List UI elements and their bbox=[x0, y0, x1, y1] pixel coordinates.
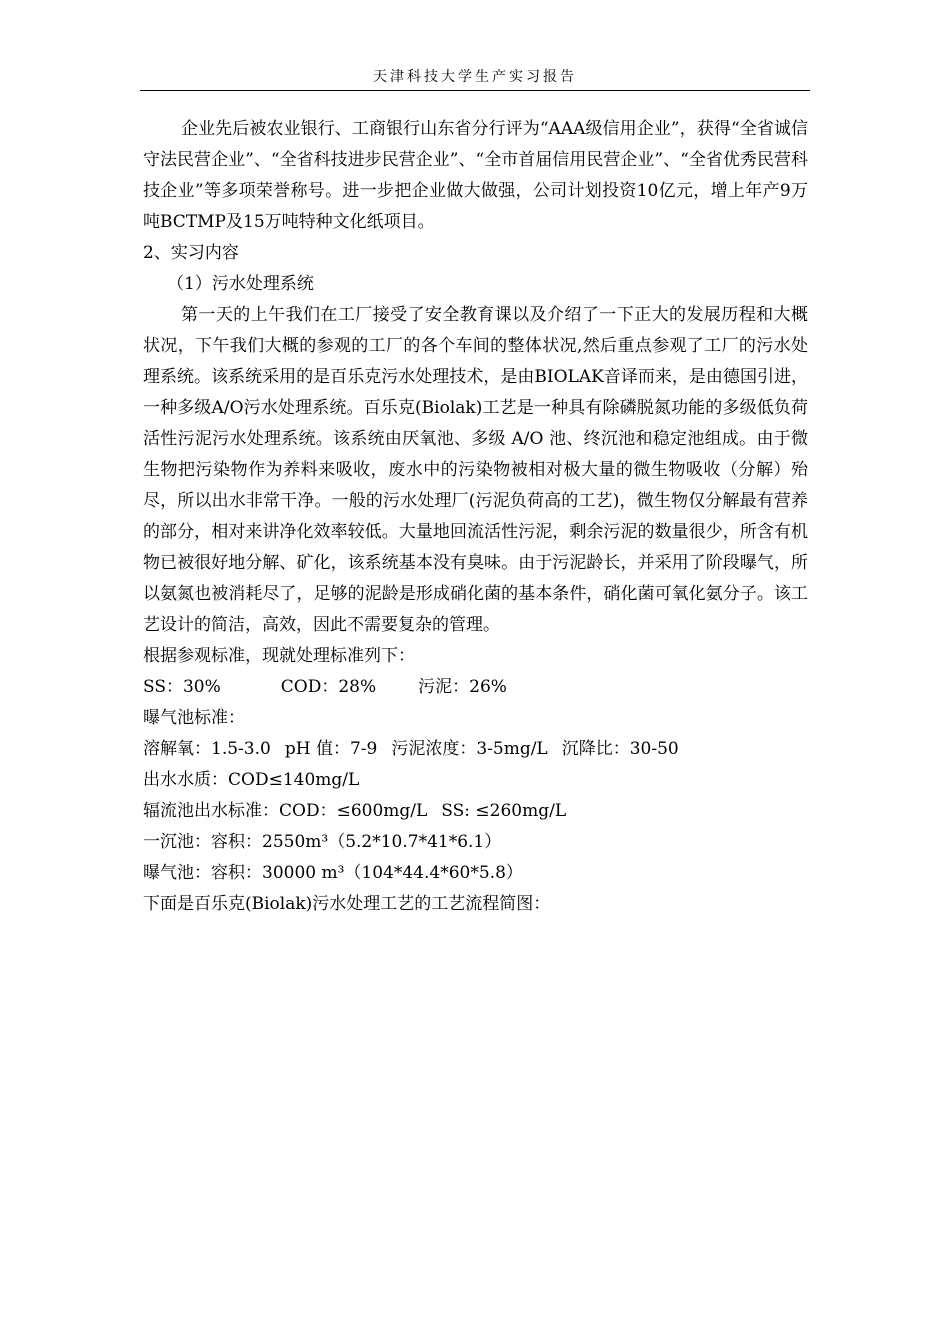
main-paragraph: 第一天的上午我们在工厂接受了安全教育课以及介绍了一下正大的发展历程和大概状况，下午我们大概的参观的工厂的各个车间的整体状况,然后重点参观了工厂的污水处理系统。该系统采用的是百乐克污水处理技术，是由BIOLAK音译而来，是由德国引进，一种多级A/O污水处理系统。百乐克(Biolak)工艺是一种具有除磷脱氮功能的多级低负荷活性污泥污水处理系统。该系统由厌氧池、多级 A/O 池、终沉池和稳定池组成。由于微生物把污染物作为养料来吸收，废水中的污染物被相对极大量的微生物吸收（分解）殆尽，所以出水非常干净。一般的污水处理厂(污泥负荷高的工艺)，微生物仅分解最有营养的部分，相对来讲净化效率较低。大量地回流活性污泥，剩余污泥的数量很少，所含有机物已被很好地分解、矿化，该系统基本没有臭味。由于污泥龄长，并采用了阶段曝气，所以氨氮也被消耗尽了，足够的泥龄是形成硝化菌的基本条件，硝化菌可氧化氨分子。该工艺设计的简洁，高效，因此不需要复杂的管理。 bbox=[143, 305, 808, 635]
removal-rates bbox=[143, 672, 808, 703]
intro-paragraph: 企业先后被农业银行、工商银行山东省分行评为“AAA级信用企业”，获得“全省诚信守法民营企业”、“全省科技进步民营企业”、“全市首届信用民营企业”、“全省优秀民营科技企业”等多项荣誉称号。进一步把企业做大做强，公司计划投资10亿元，增上年产9万吨BCTMP及15万吨特种文化纸项目。 bbox=[143, 119, 808, 232]
page-header bbox=[140, 64, 810, 91]
standards-intro: 根据参观标准，现就处理标准列下： bbox=[143, 646, 415, 666]
settling-ratio: 沉降比：30-50 bbox=[561, 739, 679, 759]
dissolved-oxygen: 溶解氧：1.5-3.0 bbox=[143, 739, 271, 759]
radial-ss: SS: ≤260mg/L bbox=[441, 801, 567, 821]
aeration-title: 曝气池标准： bbox=[143, 708, 245, 728]
radial-standard bbox=[143, 796, 808, 827]
header-title: 天津科技大学生产实习报告 bbox=[373, 69, 577, 85]
sludge-concentration: 污泥浓度：3-5mg/L bbox=[391, 739, 548, 759]
document-body bbox=[143, 114, 808, 920]
effluent-quality: 出水水质：COD≤140mg/L bbox=[143, 770, 360, 790]
cod-rate: COD：28% bbox=[280, 677, 377, 697]
primary-clarifier: 一沉池：容积：2550m³（5.2*10.7*41*6.1） bbox=[143, 832, 502, 852]
radial-cod: 辐流池出水标准：COD：≤600mg/L bbox=[143, 801, 428, 821]
section-heading: 2、实习内容 bbox=[143, 243, 239, 263]
flow-diagram-intro: 下面是百乐克(Biolak)污水处理工艺的工艺流程简图： bbox=[143, 894, 551, 914]
sludge-rate: 污泥：26% bbox=[418, 677, 507, 697]
ph-value: pH 值：7-9 bbox=[284, 739, 378, 759]
ss-rate: SS：30% bbox=[143, 677, 221, 697]
aeration-tank-volume: 曝气池：容积：30000 m³（104*44.4*60*5.8） bbox=[143, 863, 523, 883]
subsection-heading: （1）污水处理系统 bbox=[167, 274, 314, 294]
aeration-standards bbox=[143, 734, 808, 765]
